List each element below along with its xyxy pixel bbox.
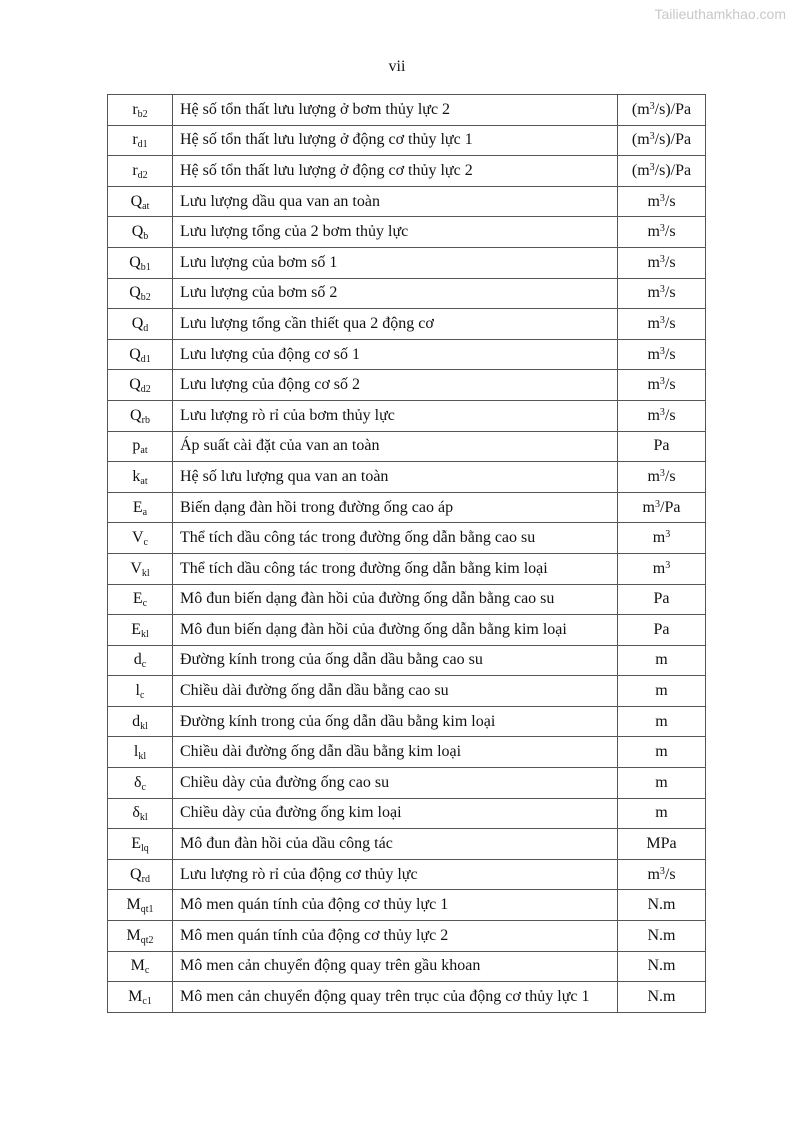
unit: Pa (653, 590, 670, 608)
description-cell: Lưu lượng của động cơ số 2 (173, 370, 618, 401)
unit-cell (618, 309, 706, 340)
unit-cell (618, 400, 706, 431)
description-cell: Mô men cản chuyển động quay trên trục của động cơ thủy lực 1 (173, 982, 618, 1013)
symbol-cell (108, 95, 173, 126)
unit-cell (618, 584, 706, 615)
symbol-cell (108, 768, 173, 799)
symbol-subscript: kl (141, 567, 150, 579)
table-row (108, 768, 706, 799)
page-number: vii (388, 58, 406, 75)
unit: N.m (647, 988, 676, 1006)
symbol: M (126, 926, 141, 944)
symbol: M (128, 988, 143, 1006)
symbol: Q (131, 223, 144, 241)
description-cell: Thể tích dầu công tác trong đường ống dẫn bằng cao su (173, 523, 618, 554)
unit-suffix: /s)/Pa (654, 100, 692, 118)
unit-cell (618, 798, 706, 829)
unit-cell (618, 431, 706, 462)
symbol-subscript: b1 (140, 261, 151, 273)
unit: (m (631, 161, 650, 179)
unit-superscript: 3 (649, 131, 655, 143)
table-row (108, 921, 706, 952)
unit-suffix: /s (664, 345, 676, 363)
unit-cell (618, 737, 706, 768)
unit-superscript: 3 (659, 345, 665, 357)
symbol: r (132, 100, 138, 118)
unit-superscript: 3 (659, 314, 665, 326)
description-cell: Lưu lượng rò rỉ của bơm thủy lực (173, 400, 618, 431)
unit-cell (618, 95, 706, 126)
symbol: Q (130, 406, 142, 424)
unit-cell (618, 217, 706, 248)
description-cell: Mô men cản chuyển động quay trên gầu khoan (173, 951, 618, 982)
unit: m (647, 345, 660, 363)
table-row (108, 615, 706, 646)
symbol: Q (129, 345, 141, 363)
symbol: l (135, 682, 140, 700)
unit: (m (631, 100, 650, 118)
symbol-subscript: qt1 (140, 904, 154, 916)
unit-cell (618, 829, 706, 860)
symbol-subscript: c (140, 690, 145, 702)
symbol-cell (108, 982, 173, 1013)
unit-suffix: /s (664, 284, 676, 302)
description-cell: Mô đun biến dạng đàn hồi của đường ống dẫn bằng kim loại (173, 615, 618, 646)
symbol: δ (134, 773, 142, 791)
unit: Pa (653, 437, 670, 455)
unit-cell (618, 523, 706, 554)
unit-cell (618, 278, 706, 309)
description-cell: Chiều dài đường ống dẫn dầu bằng cao su (173, 676, 618, 707)
unit-suffix: /s (664, 406, 676, 424)
table-row (108, 370, 706, 401)
symbol-subscript: lq (141, 843, 149, 855)
unit-superscript: 3 (659, 253, 665, 265)
symbol: E (131, 835, 141, 853)
symbol: V (130, 559, 142, 577)
symbol: r (132, 161, 138, 179)
unit: m (652, 559, 666, 577)
symbol: Q (129, 376, 141, 394)
symbol-cell (108, 186, 173, 217)
unit-superscript: 3 (665, 529, 671, 541)
symbol-subscript: d2 (137, 169, 148, 181)
unit-superscript: 3 (659, 192, 665, 204)
symbol-subscript: kl (139, 812, 148, 824)
table-row (108, 492, 706, 523)
description-cell: Lưu lượng của bơm số 2 (173, 278, 618, 309)
table-row (108, 890, 706, 921)
description-cell: Mô men quán tính của động cơ thủy lực 1 (173, 890, 618, 921)
symbol-cell (108, 553, 173, 584)
unit: m (652, 529, 666, 547)
symbol: Q (130, 865, 142, 883)
description-cell: Hệ số tổn thất lưu lượng ở động cơ thủy lực 2 (173, 156, 618, 187)
symbol-subscript: d (143, 322, 149, 334)
symbol-cell (108, 125, 173, 156)
table-row (108, 645, 706, 676)
symbol-cell (108, 523, 173, 554)
symbol-cell (108, 829, 173, 860)
description-cell: Lưu lượng rò rỉ của động cơ thủy lực (173, 859, 618, 890)
symbol-cell (108, 706, 173, 737)
unit-suffix: /s (664, 192, 676, 210)
table-row (108, 186, 706, 217)
table-row (108, 247, 706, 278)
symbol-cell (108, 462, 173, 493)
symbol-subscript: d1 (137, 139, 148, 151)
unit: m (647, 865, 660, 883)
unit: m (642, 498, 655, 516)
description-cell: Biến dạng đàn hồi trong đường ống cao áp (173, 492, 618, 523)
symbol-subscript: at (140, 445, 148, 457)
symbol: Q (129, 284, 141, 302)
description-cell: Hệ số tổn thất lưu lượng ở động cơ thủy lực 1 (173, 125, 618, 156)
symbol-subscript: c (141, 659, 147, 671)
symbol-subscript: at (140, 475, 148, 487)
symbol: Q (131, 314, 144, 332)
table-row (108, 951, 706, 982)
symbol-subscript: d1 (140, 353, 151, 365)
symbol-subscript: a (142, 506, 148, 518)
symbol: p (132, 437, 141, 455)
unit-superscript: 3 (655, 498, 660, 510)
unit-cell (618, 339, 706, 370)
symbol: d (133, 651, 142, 669)
unit-cell (618, 706, 706, 737)
symbol-subscript: rb (141, 414, 150, 426)
unit-suffix: /s)/Pa (654, 131, 692, 149)
unit: m (655, 651, 668, 669)
symbol-subscript: c (144, 965, 150, 977)
unit: m (655, 682, 668, 700)
unit: m (655, 712, 668, 730)
table-row (108, 553, 706, 584)
symbol-subscript: kl (140, 720, 148, 732)
unit-suffix: /s)/Pa (654, 161, 692, 179)
unit-cell (618, 921, 706, 952)
description-cell: Hệ số tổn thất lưu lượng ở bơm thủy lực 2 (173, 95, 618, 126)
symbol-cell (108, 431, 173, 462)
unit-superscript: 3 (659, 467, 665, 479)
symbol-cell (108, 951, 173, 982)
symbol: E (131, 620, 141, 638)
unit-superscript: 3 (649, 161, 655, 173)
table-row (108, 278, 706, 309)
unit: m (647, 192, 660, 210)
description-cell: Lưu lượng của bơm số 1 (173, 247, 618, 278)
unit-suffix: /s (664, 865, 676, 883)
symbol-cell (108, 737, 173, 768)
unit-superscript: 3 (659, 284, 665, 296)
symbol-subscript: kl (141, 628, 149, 640)
description-cell: Mô men quán tính của động cơ thủy lực 2 (173, 921, 618, 952)
unit-cell (618, 645, 706, 676)
symbol-cell (108, 584, 173, 615)
symbol-cell (108, 400, 173, 431)
table-row (108, 95, 706, 126)
symbol-subscript: b2 (137, 108, 148, 120)
symbol-cell (108, 676, 173, 707)
unit-cell (618, 890, 706, 921)
description-cell: Lưu lượng của động cơ số 1 (173, 339, 618, 370)
unit: N.m (647, 957, 676, 975)
unit: m (655, 804, 668, 822)
watermark: Tailieuthamkhao.com (654, 6, 786, 22)
unit-cell (618, 370, 706, 401)
symbol: Q (130, 192, 143, 210)
symbol-table (107, 94, 706, 1013)
symbol-cell (108, 492, 173, 523)
symbol: V (131, 529, 144, 547)
unit-superscript: 3 (659, 223, 665, 235)
unit-cell (618, 492, 706, 523)
symbol-cell (108, 278, 173, 309)
unit-suffix: /s (664, 467, 676, 485)
symbol: k (132, 467, 141, 485)
description-cell: Chiều dày của đường ống cao su (173, 768, 618, 799)
unit-superscript: 3 (659, 406, 665, 418)
unit-cell (618, 186, 706, 217)
symbol-subscript: c (143, 537, 148, 549)
description-cell: Thể tích dầu công tác trong đường ống dẫn bằng kim loại (173, 553, 618, 584)
unit-suffix: /s (664, 253, 676, 271)
symbol-subscript: qt2 (140, 934, 154, 946)
symbol-cell (108, 156, 173, 187)
unit: m (647, 253, 660, 271)
unit-cell (618, 553, 706, 584)
unit-superscript: 3 (659, 865, 665, 877)
unit-cell (618, 951, 706, 982)
symbol-cell (108, 615, 173, 646)
symbol: E (132, 498, 143, 516)
unit-superscript: 3 (659, 376, 665, 388)
description-cell: Chiều dày của đường ống kim loại (173, 798, 618, 829)
description-cell: Áp suất cài đặt của van an toàn (173, 431, 618, 462)
symbol-cell (108, 217, 173, 248)
unit: N.m (647, 896, 676, 914)
symbol-cell (108, 921, 173, 952)
symbol: E (132, 590, 143, 608)
unit-cell (618, 125, 706, 156)
table-row (108, 431, 706, 462)
symbol-subscript: rd (141, 873, 150, 885)
symbol: M (126, 896, 141, 914)
table-row (108, 982, 706, 1013)
unit-cell (618, 615, 706, 646)
symbol: r (132, 131, 138, 149)
table-row (108, 400, 706, 431)
unit-suffix: /Pa (660, 498, 681, 516)
description-cell: Mô đun biến dạng đàn hồi của đường ống dẫn bằng cao su (173, 584, 618, 615)
unit: m (647, 406, 660, 424)
symbol-cell (108, 798, 173, 829)
symbol-cell (108, 890, 173, 921)
symbol: Q (129, 253, 141, 271)
unit-cell (618, 859, 706, 890)
symbol: d (132, 712, 141, 730)
description-cell: Chiều dài đường ống dẫn dầu bằng kim loại (173, 737, 618, 768)
symbol-subscript: kl (138, 751, 147, 763)
unit-cell (618, 768, 706, 799)
table-row (108, 523, 706, 554)
table-row (108, 339, 706, 370)
unit-cell (618, 247, 706, 278)
table-row (108, 737, 706, 768)
unit: m (647, 223, 660, 241)
description-cell: Mô đun đàn hồi của dầu công tác (173, 829, 618, 860)
symbol: δ (132, 804, 140, 822)
table-row (108, 217, 706, 248)
symbol-subscript: b (143, 231, 149, 243)
symbol-subscript: d2 (140, 384, 151, 396)
unit: m (647, 314, 660, 332)
symbol: l (133, 743, 139, 761)
symbol: M (130, 957, 145, 975)
unit: Pa (653, 620, 670, 638)
description-cell: Đường kính trong của ống dẫn dầu bằng cao su (173, 645, 618, 676)
symbol-subscript: c (142, 598, 148, 610)
unit: m (647, 284, 660, 302)
unit: m (647, 467, 660, 485)
unit: m (647, 376, 660, 394)
unit-cell (618, 156, 706, 187)
unit: (m (631, 131, 650, 149)
unit-cell (618, 676, 706, 707)
symbol-subscript: at (142, 200, 150, 212)
unit-superscript: 3 (649, 100, 655, 112)
table-row (108, 462, 706, 493)
table-row (108, 125, 706, 156)
table-row (108, 309, 706, 340)
unit-cell (618, 982, 706, 1013)
symbol-cell (108, 309, 173, 340)
unit-suffix: /s (664, 314, 676, 332)
unit: MPa (646, 835, 677, 853)
table-row (108, 798, 706, 829)
table-row (108, 706, 706, 737)
description-cell: Lưu lượng tổng của 2 bơm thủy lực (173, 217, 618, 248)
symbol-cell (108, 339, 173, 370)
table-row (108, 829, 706, 860)
symbol-cell (108, 370, 173, 401)
unit-suffix: /s (664, 376, 676, 394)
symbol-cell (108, 859, 173, 890)
symbol-subscript: b2 (140, 292, 151, 304)
unit-superscript: 3 (665, 559, 671, 571)
symbol-cell (108, 247, 173, 278)
symbol-subscript: c (141, 781, 146, 793)
table-row (108, 584, 706, 615)
unit: N.m (647, 926, 676, 944)
description-cell: Hệ số lưu lượng qua van an toàn (173, 462, 618, 493)
unit: m (655, 743, 668, 761)
description-cell: Lưu lượng dầu qua van an toàn (173, 186, 618, 217)
table-row (108, 676, 706, 707)
description-cell: Đường kính trong của ống dẫn dầu bằng kim loại (173, 706, 618, 737)
unit: m (655, 773, 668, 791)
table-row (108, 859, 706, 890)
symbol-cell (108, 645, 173, 676)
symbol-subscript: c1 (142, 996, 152, 1008)
table-row (108, 156, 706, 187)
unit-cell (618, 462, 706, 493)
unit-suffix: /s (664, 223, 676, 241)
description-cell: Lưu lượng tổng cần thiết qua 2 động cơ (173, 309, 618, 340)
